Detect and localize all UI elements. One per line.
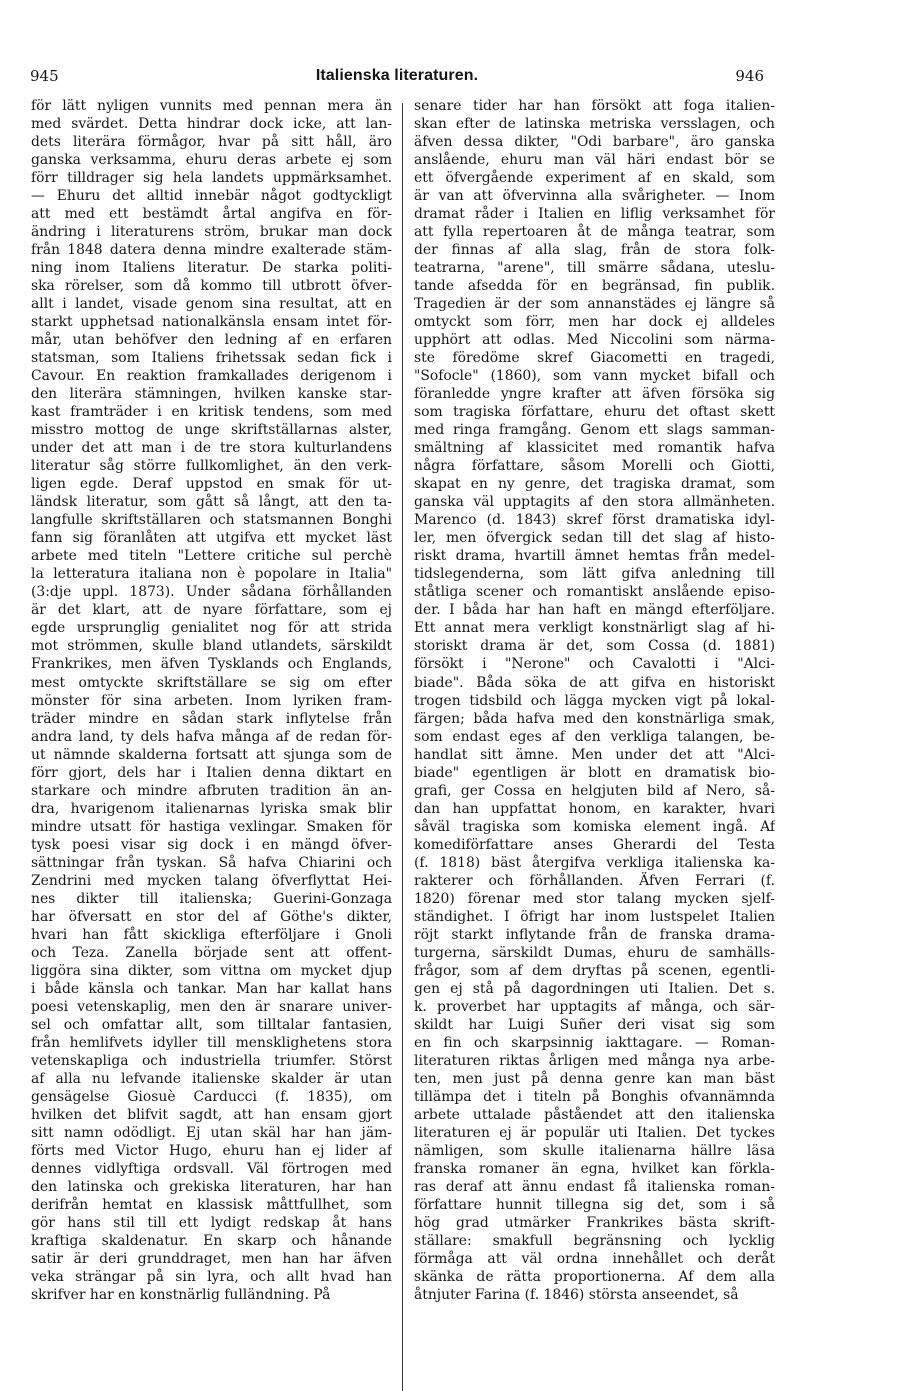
text-line: träder mindre en sådan stark inflytelse från — [31, 710, 392, 727]
text-line: ländsk literatur, som gått så långt, att den ta- — [31, 494, 392, 511]
text-line: nes dikter till italienska; Guerini-Gonzaga — [31, 890, 392, 907]
text-line: senare tider har han försökt att foga italien- — [414, 98, 775, 114]
text-line: några författare, såsom Morelli och Giotti, — [414, 458, 775, 475]
text-line: författare hunnit tillegna sig det, som i så — [414, 1196, 775, 1213]
text-line: arbete uttalade påståendet att den italienska — [414, 1106, 775, 1123]
text-line: gensägelse Giosuè Carducci (f. 1835), om — [31, 1088, 392, 1105]
text-line: ten, men just på denna genre kan man bäst — [414, 1070, 775, 1087]
text-line: frågor, som af dem dryftas på scenen, egentli- — [414, 962, 775, 979]
text-line: mindre utsatt för hastiga vexlingar. Smaken för — [31, 818, 392, 835]
text-line: grafi, ger Cossa en helgjuten bild af Nero, så- — [414, 782, 775, 799]
text-line: nämligen, som skulle italienarna hällre läsa — [414, 1142, 775, 1159]
text-line: ställare: smakfull begränsning och lycklig — [414, 1232, 775, 1249]
text-line: för lätt nyligen vunnits med pennan mera än — [31, 98, 392, 114]
text-line: kraftiga skaldenatur. En skarp och hånande — [31, 1232, 392, 1249]
text-line: liggöra sina dikter, som vittna om mycket djup — [31, 962, 392, 979]
text-line: statsman, som Italiens frihetssak sedan fick i — [31, 350, 392, 367]
text-line: ska rörelser, som då kommo till utbrott öfver- — [31, 278, 392, 295]
text-line: ständighet. I öfrigt har inom lustspelet Italien — [414, 908, 775, 925]
text-line: Tragedien är der som annanstädes ej längre så — [414, 296, 775, 313]
text-line: smältning af klassicitet med romantik hafva — [414, 440, 775, 457]
text-line: skapat en ny genre, det tragiska dramat, som — [414, 476, 775, 493]
page-number-right: 946 — [735, 67, 764, 85]
text-line: ligen egde. Deraf uppstod en smak för ut- — [31, 476, 392, 493]
text-line: förr gjort, dels har i Italien denna diktart en — [31, 764, 392, 781]
text-line: andra land, ty dels hafva många af de redan för- — [31, 728, 392, 745]
text-line: turgerna, särskildt Dumas, ehuru de samhälls- — [414, 944, 775, 961]
text-line: sel och omfattar allt, som tilltalar fantasien, — [31, 1016, 392, 1033]
text-line: dets literära förmågor, hvar på sitt håll, äro — [31, 134, 392, 151]
text-line: starkt upphetsad nationalkänsla ensam intet för- — [31, 314, 392, 331]
text-line: Marenco (d. 1843) skref först dramatiska idyl- — [414, 512, 775, 529]
text-line: från hemlifvets idyller till mensklighetens stora — [31, 1034, 392, 1051]
text-line: dan han uppfattat honom, en karakter, hvari — [414, 800, 775, 817]
text-line: (f. 1818) bäst återgifva verkliga italienska ka- — [414, 854, 775, 871]
text-line: med ringa framgång. Genom ett slags samman- — [414, 422, 775, 439]
text-line: af alla nu lefvande italienske skalder är utan — [31, 1070, 392, 1087]
text-line: "Sofocle" (1860), som vann mycket bifall och — [414, 368, 775, 385]
text-line: ning inom Italiens literatur. De starka politi- — [31, 260, 392, 277]
text-line: anslående, ehuru man väl häri endast bör se — [414, 152, 775, 169]
left-column — [31, 97, 392, 1304]
text-line: dennes vidlyftiga ordsvall. Väl förtrogen med — [31, 1160, 392, 1177]
text-line: skänka de rätta proportionerna. Af dem alla — [414, 1269, 775, 1286]
text-line: förmåga att väl ordna innehållet och deråt — [414, 1251, 775, 1267]
text-line: literaturen ej är populär uti Italien. Det tyckes — [414, 1124, 775, 1141]
text-line: biade". Båda söka de att gifva en historiskt — [414, 674, 775, 691]
text-line: tysk poesi visar sig dock i en mängd öfver- — [31, 836, 392, 853]
text-line: en fin och skarpsinnig iakttagare. — Roman- — [414, 1034, 775, 1051]
text-line: mår, utan behöfver den ledning af en erfaren — [31, 332, 392, 349]
right-column — [414, 97, 775, 1304]
text-line: komediförfattare anses Gherardi del Testa — [414, 836, 775, 853]
text-line: storiskt drama är det, som Cossa (d. 1881) — [414, 638, 775, 655]
text-line: försökt i "Nerone" och Cavalotti i "Alci- — [414, 656, 775, 673]
text-line: att fylla repertoaren åt de många teatrar, som — [414, 224, 775, 241]
text-line: såväl tragiska som komiska element ingå. Af — [414, 818, 775, 835]
text-line: och Teza. Zanella började sent att offent- — [31, 944, 392, 961]
running-title: Italienska literaturen. — [315, 67, 479, 84]
text-line: ganska verksamma, ehuru deras arbete ej som — [31, 152, 392, 169]
text-line: poesi vetenskaplig, men den är snarare univer- — [31, 998, 392, 1015]
text-line: arbete med titeln "Lettere critiche sul perchè — [31, 548, 392, 565]
text-line: hvari han fått skickliga efterföljare i Gnoli — [31, 926, 392, 943]
text-line: starkare och mindre afbruten tradition än an- — [31, 782, 392, 799]
text-line: k. proverbet har upptagits af många, och sär- — [414, 998, 775, 1015]
text-line: vetenskapliga och industriella triumfer. Störst — [31, 1052, 392, 1069]
text-line: Zendrini med mycken talang öfverflyttat Hei- — [31, 872, 392, 889]
text-line: ändring i literaturens ström, brukar man dock — [31, 224, 392, 241]
text-line: allt i landet, visade genom sina resultat, att en — [31, 296, 392, 313]
text-line: ste föredöme skref Giacometti en tragedi, — [414, 350, 775, 367]
text-line: langfulle skriftställaren och statsmannen Bonghi — [31, 512, 392, 529]
text-line: hög grad utmärker Frankrikes bästa skrift- — [414, 1214, 775, 1231]
text-line: tande afsedda för en begränsad, fin publik. — [414, 278, 775, 295]
text-line: Ett annat mera verkligt konstnärligt slag af hi- — [414, 620, 775, 637]
text-line: förr tilldrager sig hela landets uppmärksamhet. — [31, 170, 392, 187]
text-line: kast framträder i en kritisk tendens, som med — [31, 404, 392, 421]
text-line: mot strömmen, skulle bland utlandets, särskildt — [31, 638, 392, 655]
text-line: skildt har Luigi Suñer deri visat sig som — [414, 1016, 775, 1033]
text-line: att med ett bestämdt årtal angifva en för- — [31, 206, 392, 223]
text-line: röjt starkt inflytande från de franska drama- — [414, 926, 775, 943]
page-header — [30, 66, 764, 90]
text-line: handlat sitt ämne. Men under det att "Alci- — [414, 746, 775, 763]
text-line: teatrarna, "arene", till smärre sådana, uteslu- — [414, 260, 775, 277]
text-line: ler, men öfvergick sedan till det slag af histo- — [414, 530, 775, 547]
text-line: der finnas af alla slag, från de stora folk- — [414, 242, 775, 259]
text-line: misstro mottog de unge skriftställarnas alster, — [31, 422, 392, 439]
text-line: ganska väl upptagits af den stora allmänheten. — [414, 494, 775, 511]
text-line: skan efter de latinska metriska versslagen, och — [414, 116, 775, 133]
text-line: som endast eges af den verkliga talangen, be- — [414, 728, 775, 745]
text-line: under det att man i de tre stora kulturlandens — [31, 440, 392, 457]
text-line: äfven dessa dikter, "Odi barbare", äro ganska — [414, 134, 775, 151]
text-line: riskt drama, hvartill ämnet hemtas från medel- — [414, 548, 775, 565]
page-number-left: 945 — [30, 67, 59, 85]
text-line: förts med Victor Hugo, ehuru han ej lider af — [31, 1142, 392, 1159]
text-line: är det klart, att de nyare författare, som ej — [31, 602, 392, 619]
text-line: Cavour. En reaktion framkallades derigenom i — [31, 368, 392, 385]
text-line: mest omtyckte skriftställare se sig om efter — [31, 674, 392, 691]
text-line: rakterer och förhållanden. Äfven Ferrari (f. — [414, 872, 775, 889]
text-line: — Ehuru det alltid innebär något godtyckligt — [31, 188, 392, 205]
text-line: är van att öfvervinna alla svårigheter. — Inom — [414, 188, 775, 205]
text-line: veka strängar på sin lyra, och allt hvad han — [31, 1269, 392, 1286]
text-line: 1820) förenar med stor talang mycken sjelf- — [414, 890, 775, 907]
text-line: med svärdet. Detta hindrar dock icke, att lan- — [31, 116, 392, 133]
text-line: gen ej stå på dagordningen uti Italien. Det s. — [414, 980, 775, 997]
text-line: fann sig föranlåten att utgifva ett mycket läst — [31, 530, 392, 547]
text-line: färgen; båda hafva med den konstnärliga smak, — [414, 710, 775, 727]
text-line: har öfversatt en stor del af Göthe's dikter, — [31, 908, 392, 925]
column-divider — [402, 103, 403, 1391]
text-line: sitt namn odödligt. Ej utan skäl har han jäm- — [31, 1124, 392, 1141]
text-line: dra, hvarigenom italienarnas lyriska smak blir — [31, 800, 392, 817]
text-line: der. I båda har han haft en mängd efterföljare. — [414, 602, 775, 619]
text-line: (3:dje uppl. 1873). Under sådana förhållanden — [31, 584, 392, 601]
text-line: från 1848 datera denna mindre exalterade stäm- — [31, 242, 392, 259]
text-line: ut nämnde skalderna fortsatt att sjunga som de — [31, 746, 392, 763]
text-line: ras deraf att ännu endast få italienska roman- — [414, 1178, 775, 1195]
text-line: tillämpa det i titeln på Bonghis ofvannämnda — [414, 1088, 775, 1105]
text-line: omtyckt som förr, men har dock ej alldeles — [414, 314, 775, 331]
text-line: sättningar från tyskan. Så hafva Chiarini och — [31, 854, 392, 871]
text-line: literaturen riktas årligen med många nya arbe- — [414, 1052, 775, 1069]
text-line: literatur såg större fullkomlighet, än den verk- — [31, 458, 392, 475]
text-line: åtnjuter Farina (f. 1846) största anseendet, så — [414, 1287, 739, 1304]
text-line: den latinska och grekiska literaturen, har han — [31, 1178, 392, 1195]
text-line: som tragiska författare, ehuru det oftast skett — [414, 404, 775, 421]
text-line: upphört att odlas. Med Niccolini som närma- — [414, 332, 775, 349]
text-line: ståtliga scener och romantiskt anslående episo- — [414, 584, 775, 601]
text-line: ett öfvergående experiment af en skald, som — [414, 170, 775, 187]
text-line: derifrån hemtat en klassisk måttfullhet, som — [31, 1196, 392, 1213]
text-line: den literära stämningen, hvilken kanske star- — [31, 386, 392, 403]
text-line: egde ursprunglig genialitet nog för att strida — [31, 620, 392, 637]
text-line: gör hans stil till ett lydigt redskap åt hans — [31, 1214, 392, 1231]
text-line: trogen tidsbild och lägga mycken vigt på lokal- — [414, 692, 775, 709]
text-line: Frankrikes, men äfven Tysklands och Englands, — [31, 656, 392, 673]
text-line: satir är deri grunddraget, men han har äfven — [31, 1251, 392, 1267]
text-line: tidslegenderna, som lätt gifva anledning till — [414, 566, 775, 583]
text-line: föranledde yngre krafter att äfven försöka sig — [414, 386, 775, 403]
text-line: skrifver har en konstnärlig fulländning. På — [31, 1287, 331, 1304]
text-line: dramat råder i Italien en liflig verksamhet för — [414, 206, 775, 223]
text-line: franska romaner än egna, hvilket kan förkla- — [414, 1160, 775, 1177]
text-line: biade" egentligen är blott en dramatisk bio- — [414, 764, 775, 781]
text-line: la letteratura italiana non è popolare in Italia" — [31, 566, 392, 583]
text-line: hvilken det blifvit sagdt, att han ensam gjort — [31, 1106, 392, 1123]
text-line: i både känsla och tankar. Man har kallat hans — [31, 980, 392, 997]
text-line: mönster för sina arbeten. Inom lyriken fram- — [31, 692, 392, 709]
